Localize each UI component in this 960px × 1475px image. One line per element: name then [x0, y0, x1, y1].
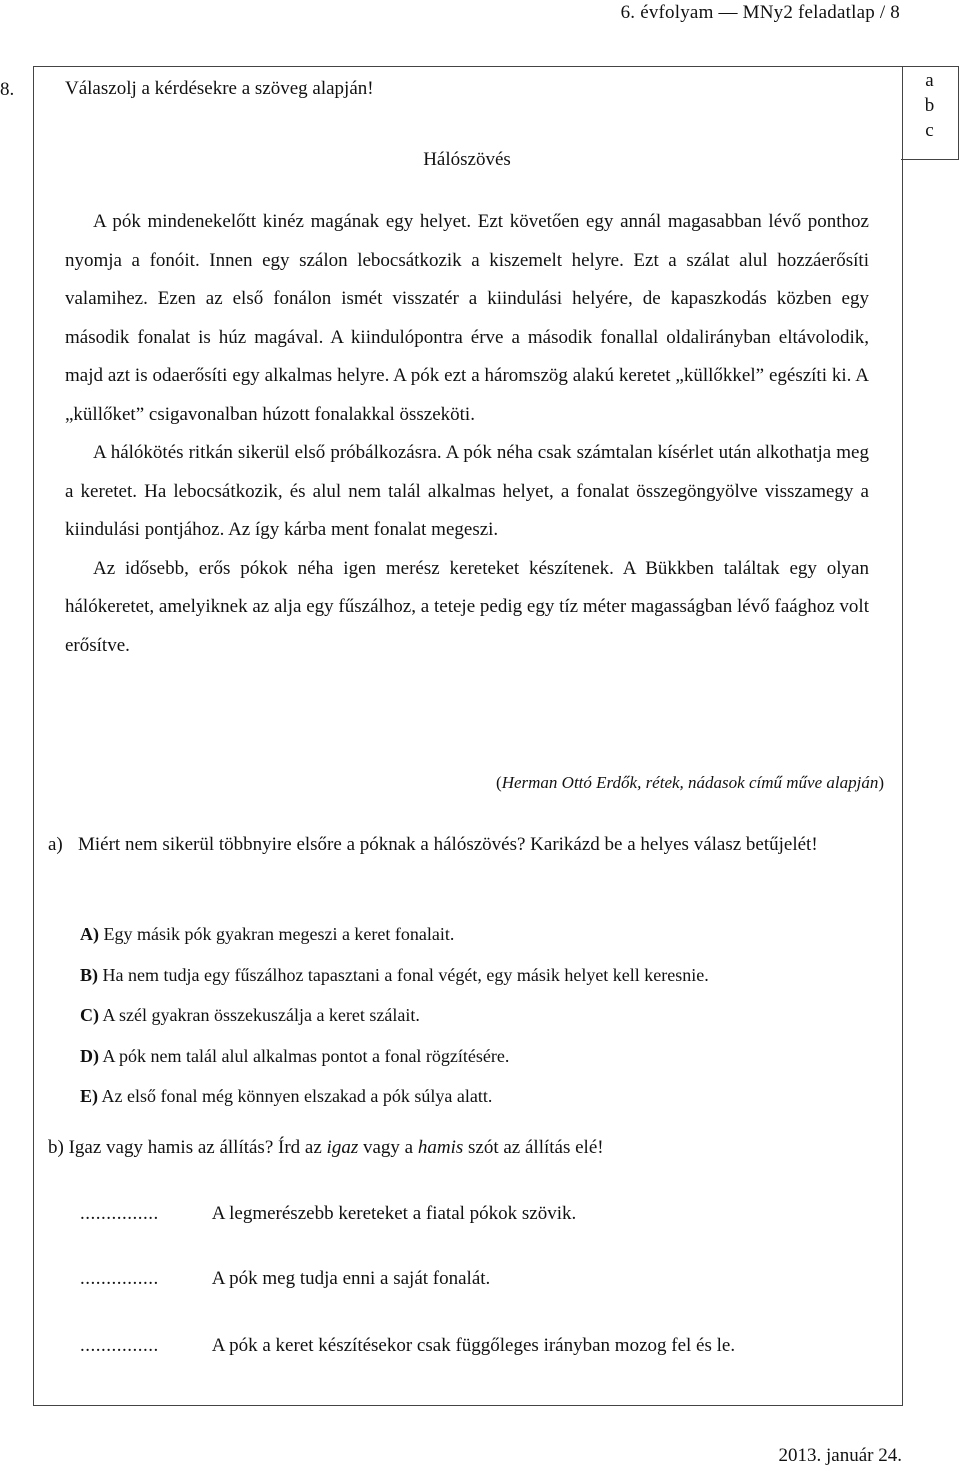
statement-3 [80, 1335, 735, 1357]
question-a-label: a) [48, 834, 63, 855]
page-header: 6. évfolyam — MNy2 feladatlap / 8 [620, 2, 900, 23]
answer-blank[interactable]: ............... [80, 1268, 159, 1289]
question-b: b) Igaz vagy hamis az állítás? Írd az igaz vagy a hamis szót az állítás elé! [48, 1137, 604, 1158]
statement-1 [80, 1203, 576, 1225]
option-b[interactable]: B) Ha nem tudja egy fűszálhoz tapasztani a fonal végét, egy másik helyet kell keresnie. [80, 964, 709, 985]
footer-date: 2013. január 24. [778, 1445, 902, 1466]
score-label-a: a [925, 70, 934, 91]
option-c[interactable]: C) A szél gyakran összekuszálja a keret szálait. [80, 1005, 420, 1025]
statement-text: A pók a keret készítésekor csak függőleges irányban mozog fel és le. [211, 1335, 736, 1356]
article-title: Hálószövés [423, 149, 511, 170]
question-a-text: Miért nem sikerül többnyire elsőre a póknak a hálószövés? Karikázd be a helyes válasz betűjelét! [78, 834, 818, 855]
score-label-c: c [925, 120, 934, 141]
option-e[interactable]: E) Az első fonal még könnyen elszakad a pók súlya alatt. [80, 1086, 493, 1106]
source-citation: (Herman Ottó Erdők, rétek, nádasok című műve alapján) [496, 773, 884, 792]
article-text [65, 203, 869, 665]
answer-options [80, 914, 709, 1117]
article-paragraph: Az idősebb, erős pókok néha igen merész kereteket készítenek. A Bükkben találtak egy olyan hálókeretet, amelyiknek az alja egy fűszálhoz, a teteje pedig egy tíz méter magasságban lévő faághoz volt erősítve. [65, 557, 869, 656]
question-a [48, 826, 868, 864]
answer-blank[interactable]: ............... [80, 1203, 159, 1224]
article-paragraph: A hálókötés ritkán sikerül első próbálkozásra. A pók néha csak számtalan kísérlet után alkothatja meg a keretet. Ha lebocsátkozik, és alul nem talál alkalmas helyet, a fonalat összegöngyölve visszamegy a kiindulási pontjához. Az így kárba ment fonalat megeszi. [65, 442, 869, 540]
answer-blank[interactable]: ............... [80, 1335, 159, 1356]
statement-text: A legmerészebb kereteket a fiatal pókok szövik. [211, 1203, 577, 1224]
score-box [901, 66, 959, 160]
option-a[interactable]: A) Egy másik pók gyakran megeszi a keret fonalait. [80, 924, 455, 944]
statement-2 [80, 1268, 490, 1290]
option-d[interactable]: D) A pók nem talál alul alkalmas pontot a fonal rögzítésére. [80, 1045, 510, 1066]
score-label-b: b [924, 95, 935, 116]
article-paragraph: A pók mindenekelőtt kinéz magának egy helyet. Ezt követően egy annál magasabban lévő ponthoz nyomja a fonóit. Innen egy szálon lebocsátkozik a kiszemelt helyre. Ezt a szálat alul hozzáerősíti valamihez. Ezen az első fonálon ismét visszatér a kiindulási helyére, de kapaszkodás közben egy második fonalat is húz magával. A kiindulópontra érve a második fonallal oldalirányban eltávolodik, majd azt is odaerősíti egy alkalmas helyre. A pók ezt a háromszög alakú keretet „küllőkkel” egészíti ki. A „küllőket” csigavonalban húzott fonalakkal összeköti. [65, 211, 869, 425]
task-instruction: Válaszolj a kérdésekre a szöveg alapján! [65, 78, 374, 99]
statement-text: A pók meg tudja enni a saját fonalát. [211, 1268, 491, 1289]
task-number: 8. [0, 79, 15, 100]
